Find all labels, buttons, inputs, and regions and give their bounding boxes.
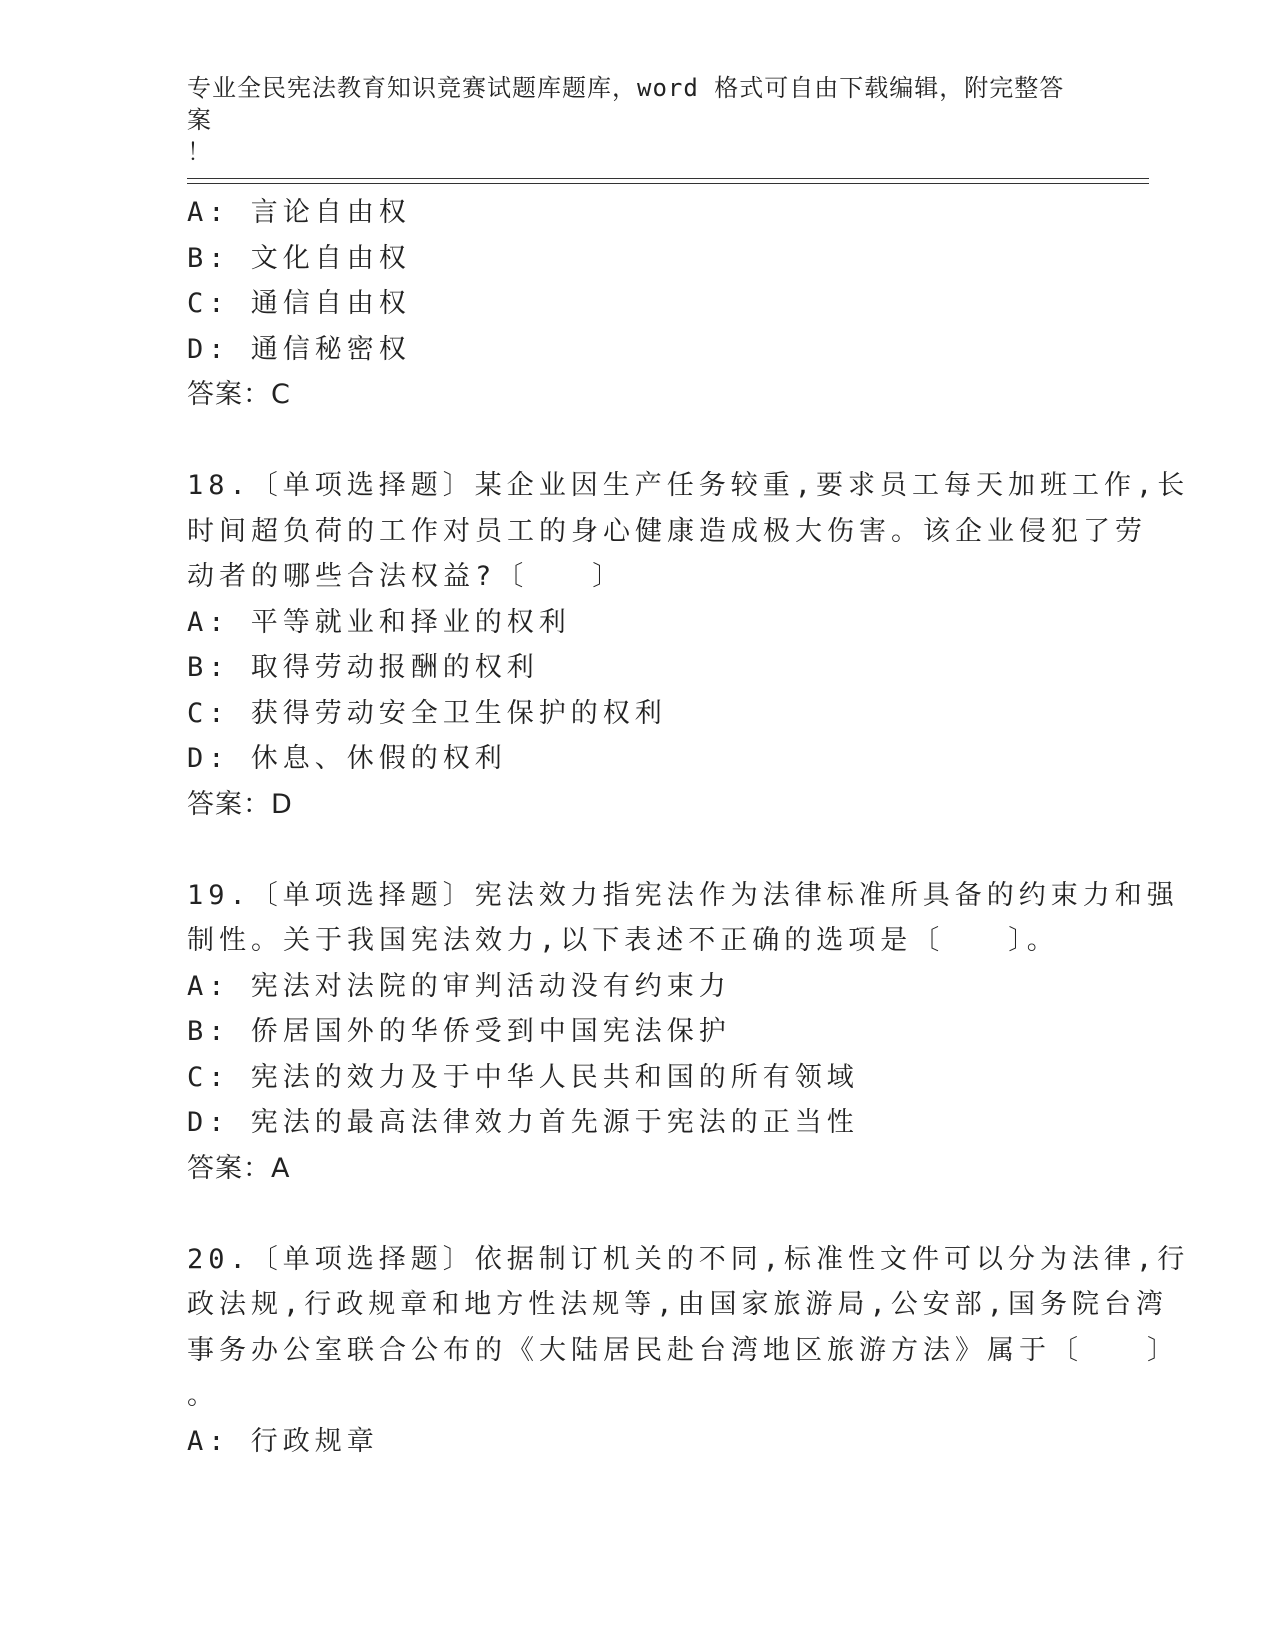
option-d: D: 通信秘密权 [187,333,411,365]
header-divider-bottom [187,183,1149,184]
document-body [187,190,1190,1464]
option-a: A: 言论自由权 [187,197,411,228]
header-title: 专业全民宪法教育知识竞赛试题库题库，word 格式可自由下载编辑，附完整答案 [187,74,1065,134]
question-19 [187,873,1179,1192]
option-b: B: 取得劳动报酬的权利 [187,652,539,683]
option-d: D: 休息、休假的权利 [187,743,507,774]
question-18 [187,463,1190,827]
question-text-line: 政法规,行政规章和地方性法规等,由国家旅游局,公安部,国务院台湾 [187,1289,1169,1320]
option-c: C: 获得劳动安全卫生保护的权利 [187,697,667,729]
spacer [187,418,1087,464]
question-text-line: 制性。关于我国宪法效力,以下表述不正确的选项是〔 〕。 [187,925,1059,956]
question-17 [187,190,1087,418]
question-text-line: 时间超负荷的工作对员工的身心健康造成极大伤害。该企业侵犯了劳 [187,515,1147,547]
option-c: C: 宪法的效力及于中华人民共和国的所有领域 [187,1061,859,1093]
answer: 答案：C [187,379,291,410]
option-a: A: 平等就业和择业的权利 [187,606,571,638]
question-text-line: 19.〔单项选择题〕宪法效力指宪法作为法律标准所具备的约束力和强 [187,879,1179,911]
question-text-line: 。 [187,1380,219,1411]
question-20 [187,1237,1190,1465]
option-b: B: 侨居国外的华侨受到中国宪法保护 [187,1016,731,1047]
document-header [187,72,1087,168]
spacer [187,1191,1087,1237]
option-d: D: 宪法的最高法律效力首先源于宪法的正当性 [187,1107,859,1138]
question-text-line: 20.〔单项选择题〕依据制订机关的不同,标准性文件可以分为法律,行 [187,1243,1190,1275]
spacer [187,827,1087,873]
option-a: A: 行政规章 [187,1425,379,1457]
option-b: B: 文化自由权 [187,242,411,274]
header-title-continuation: ！ [187,138,212,166]
option-c: C: 通信自由权 [187,288,411,319]
option-a: A: 宪法对法院的审判活动没有约束力 [187,970,731,1002]
answer: 答案：D [187,788,293,820]
question-text-line: 18.〔单项选择题〕某企业因生产任务较重,要求员工每天加班工作,长 [187,470,1190,501]
answer: 答案：A [187,1152,291,1184]
question-text-line: 动者的哪些合法权益?〔 〕 [187,561,625,592]
question-text-line: 事务办公室联合公布的《大陆居民赴台湾地区旅游方法》属于〔 〕 [187,1334,1179,1366]
header-divider-top [187,178,1149,179]
